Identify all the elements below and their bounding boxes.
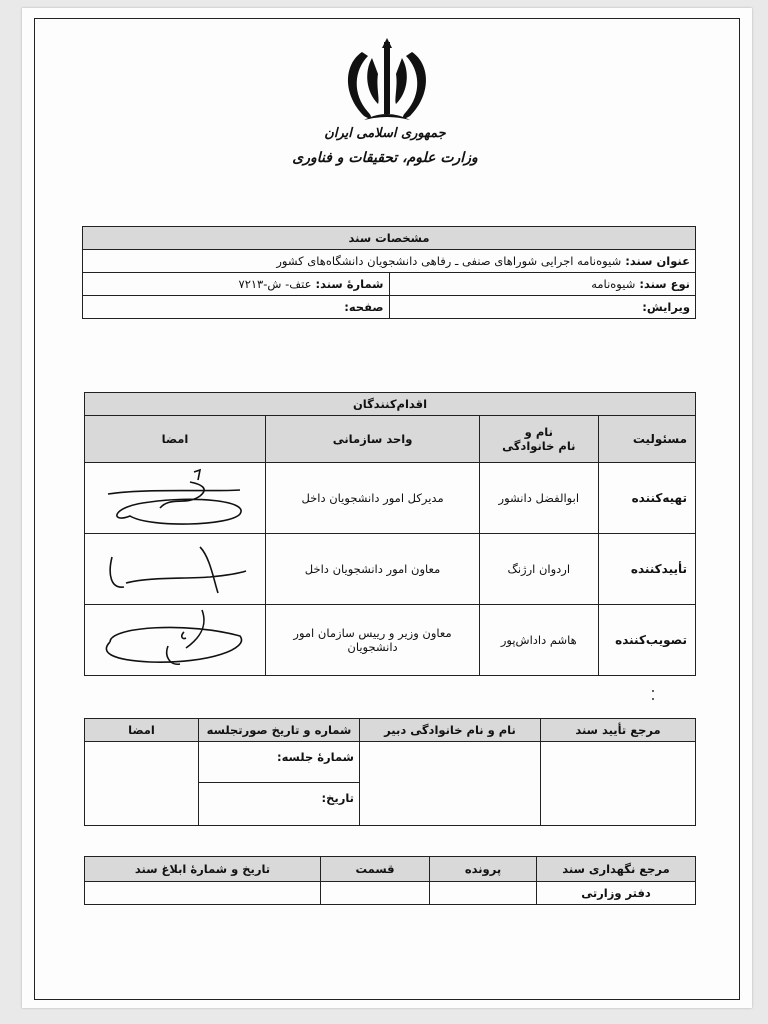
table-row [85, 463, 696, 534]
actors-table [84, 392, 696, 676]
signature-2 [90, 537, 260, 601]
col-notice-header: تاریخ و شمارهٔ ابلاغ سند [85, 857, 321, 882]
col-name-header-line2: نام خانوادگی [502, 439, 576, 453]
archive-ref-value: دفتر وزارتی [537, 882, 696, 905]
col-file-header: پرونده [430, 857, 537, 882]
stray-mark [652, 698, 654, 700]
col-unit-header: واحد سازمانی [266, 416, 480, 463]
actor-unit: مدیرکل امور دانشجویان داخل [266, 463, 480, 534]
col-name-header-line1: نام و [524, 425, 553, 439]
col-role-header: مسئولیت [598, 416, 695, 463]
ministry-name: وزارت علوم، تحقیقات و فناوری [292, 150, 478, 166]
doc-number-value: عتف- ش-۷۲۱۳ [238, 277, 312, 291]
col-name-header [480, 416, 598, 463]
actor-name: هاشم داداش‌پور [480, 605, 598, 676]
approval-ref-cell [541, 742, 696, 826]
archive-table [84, 856, 696, 905]
col-approval-ref-header: مرجع تأیید سند [541, 719, 696, 742]
section-cell [321, 882, 430, 905]
actor-name: ابوالفضل دانشور [480, 463, 598, 534]
actor-role: تأییدکننده [598, 534, 695, 605]
signature-3 [90, 608, 260, 672]
approval-sign-cell [85, 742, 199, 826]
secretary-cell [360, 742, 541, 826]
doc-number-cell [83, 273, 390, 296]
actor-signature [85, 605, 266, 676]
doc-title-label: عنوان سند: [625, 254, 690, 268]
file-cell [430, 882, 537, 905]
country-name: جمهوری اسلامی ایران [324, 126, 446, 141]
doc-type-label: نوع سند: [639, 277, 690, 291]
col-secretary-header: نام و نام خانوادگی دبیر [360, 719, 541, 742]
col-section-header: قسمت [321, 857, 430, 882]
doc-page-cell [83, 296, 390, 319]
signature-1 [90, 466, 260, 530]
col-session-header: شماره و تاریخ صورتجلسه [199, 719, 360, 742]
actors-caption: اقدام‌کنندگان [85, 393, 696, 416]
session-date-cell [199, 783, 360, 826]
actor-signature [85, 534, 266, 605]
table-row [85, 605, 696, 676]
doc-spec-table [82, 226, 696, 319]
doc-spec-caption: مشخصات سند [83, 227, 696, 250]
doc-page-label: صفحه: [344, 300, 384, 314]
col-approval-sign-header: امضا [85, 719, 199, 742]
doc-type-cell [389, 273, 696, 296]
actor-unit: معاون وزیر و رییس سازمان امور دانشجویان [266, 605, 480, 676]
session-no-label: شمارهٔ جلسه: [276, 750, 354, 764]
actor-role: تهیه‌کننده [598, 463, 695, 534]
stray-mark [652, 690, 654, 692]
session-date-label: تاریخ: [321, 791, 354, 805]
table-row [85, 534, 696, 605]
actor-signature [85, 463, 266, 534]
doc-edition-label: ویرایش: [642, 300, 690, 314]
actor-role: تصویب‌کننده [598, 605, 695, 676]
doc-title-cell [83, 250, 696, 273]
actor-unit: معاون امور دانشجویان داخل [266, 534, 480, 605]
iran-emblem-icon [334, 38, 440, 124]
doc-number-label: شمارهٔ سند: [315, 277, 384, 291]
doc-title-value: شیوه‌نامه اجرایی شوراهای صنفی ـ رفاهی دانشجویان دانشگاه‌های کشور [276, 254, 622, 268]
session-no-cell [199, 742, 360, 783]
notice-cell [85, 882, 321, 905]
actor-name: اردوان ارژنگ [480, 534, 598, 605]
col-archive-ref-header: مرجع نگهداری سند [537, 857, 696, 882]
col-sign-header: امضا [85, 416, 266, 463]
approval-table [84, 718, 696, 826]
doc-type-value: شیوه‌نامه [591, 277, 636, 291]
doc-edition-cell [389, 296, 696, 319]
